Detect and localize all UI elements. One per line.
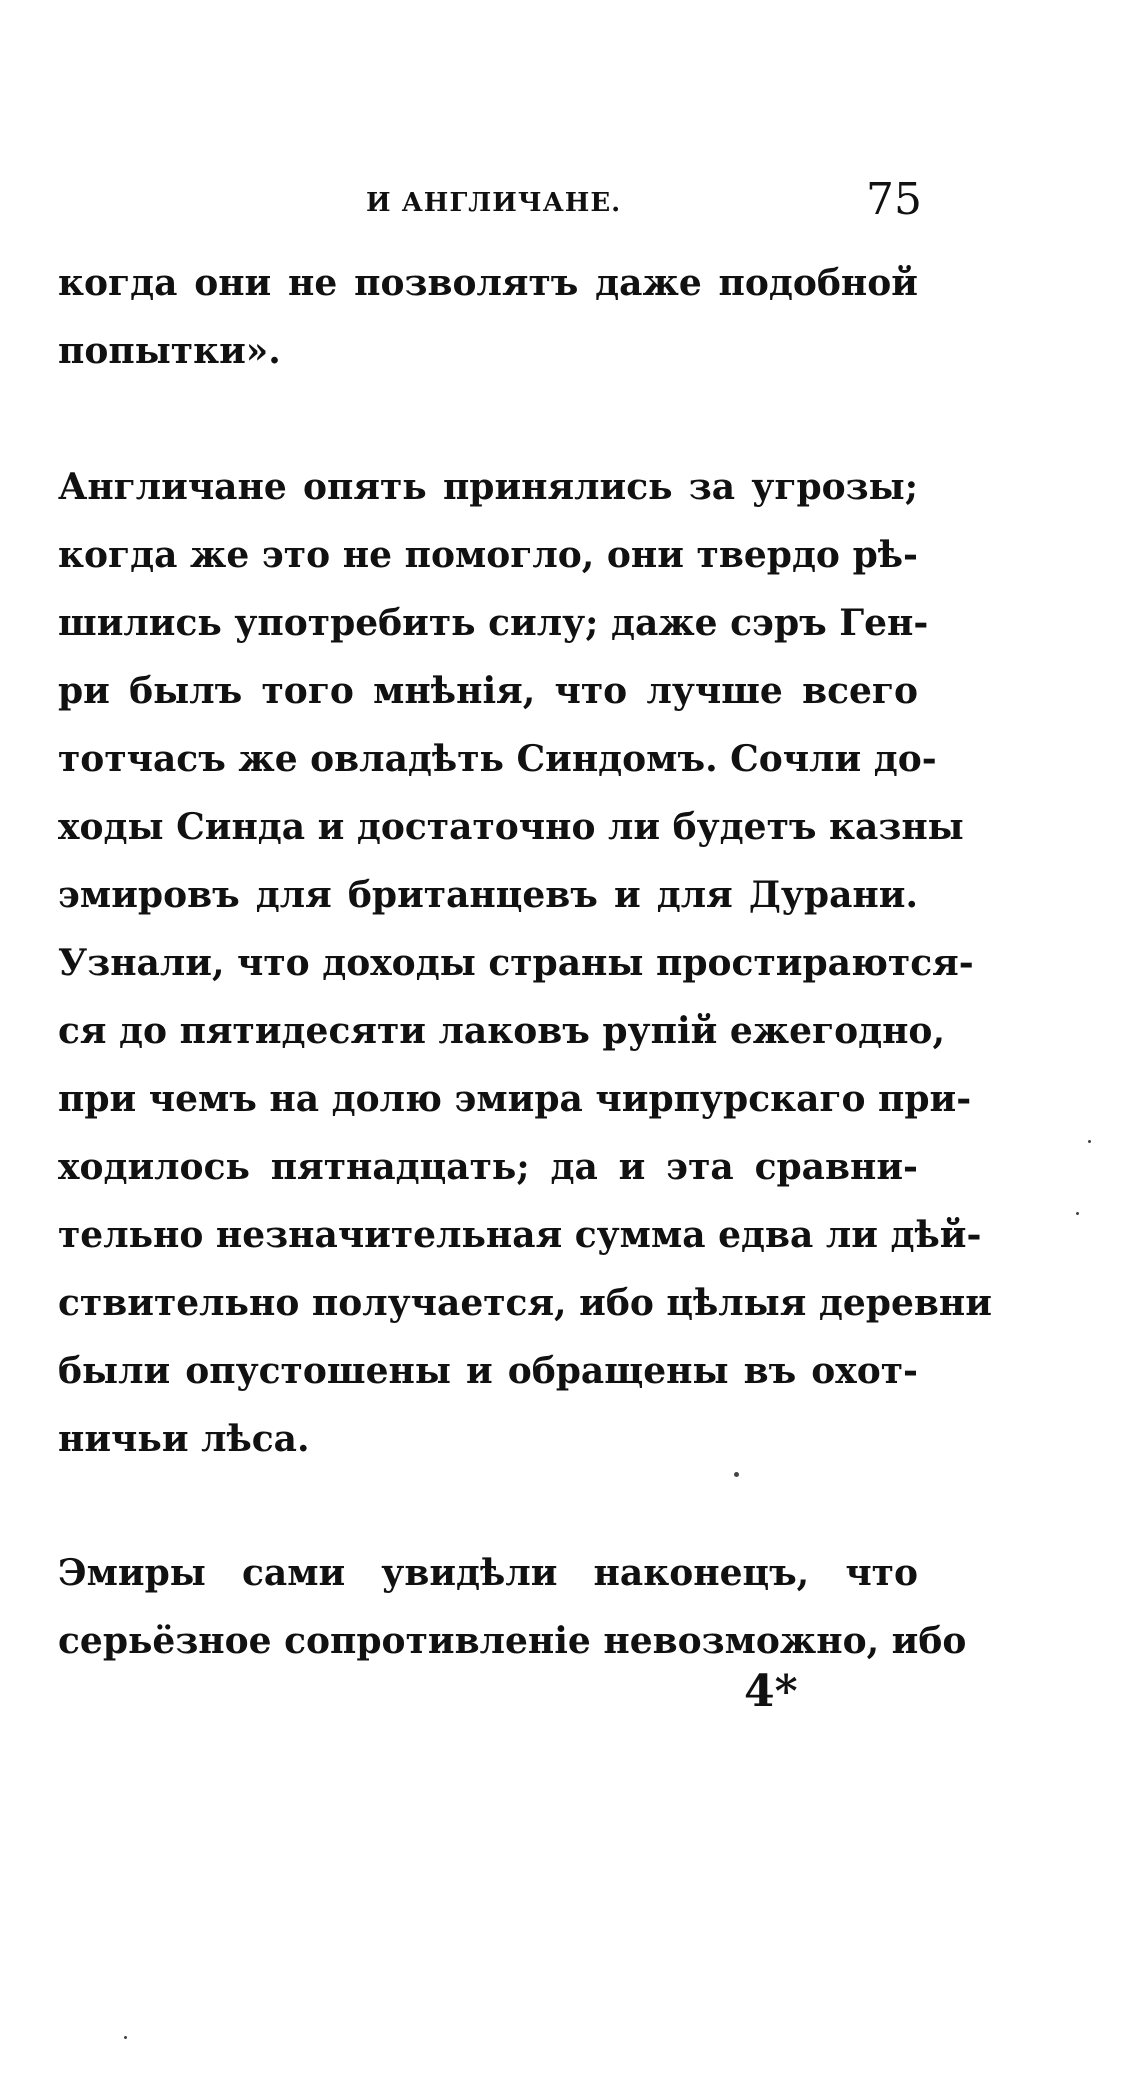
text-line: серьёзное сопротивленіе невозможно, ибо [58,1620,967,1662]
page-number: 75 [866,174,922,225]
signature-mark: 4* [744,1666,798,1717]
text-line: ся до пятидесяти лаковъ рупій ежегодно, [58,1010,945,1052]
scan-speck [734,1472,739,1477]
scan-speck [1088,1140,1091,1143]
text-line: ходилось пятнадцать; да и эта сравни- [58,1146,918,1188]
text-line: ри былъ того мнѣнія, что лучше всего [58,670,918,712]
text-line: Узнали, что доходы страны простираются- [58,942,974,984]
text-line: при чемъ на долю эмира чирпурскаго при- [58,1078,972,1120]
text-line: тотчасъ же овладѣть Синдомъ. Сочли до- [58,738,937,780]
text-line: шились употребить силу; даже сэръ Ген- [58,602,929,644]
text-line: ствительно получается, ибо цѣлыя деревни [58,1282,992,1324]
text-line: эмировъ для британцевъ и для Дурани. [58,874,918,916]
text-line: тельно незначительная сумма едва ли дѣй- [58,1214,982,1256]
scan-speck [1076,1212,1079,1215]
text-line: Англичане опять принялись за угрозы; [58,466,918,508]
text-line: ничьи лѣса. [58,1418,310,1460]
running-head [0,174,1140,234]
text-line: когда же это не помогло, они твердо рѣ- [58,534,918,576]
running-title: И АНГЛИЧАНЕ. [366,188,622,218]
scan-speck [124,2036,127,2039]
text-line: Эмиры сами увидѣли наконецъ, что [58,1552,918,1594]
text-line: попытки». [58,330,281,372]
text-line: были опустошены и обращены въ охот- [58,1350,918,1392]
text-line: когда они не позволятъ даже подобной [58,262,918,304]
text-line: ходы Синда и достаточно ли будетъ казны [58,806,964,848]
